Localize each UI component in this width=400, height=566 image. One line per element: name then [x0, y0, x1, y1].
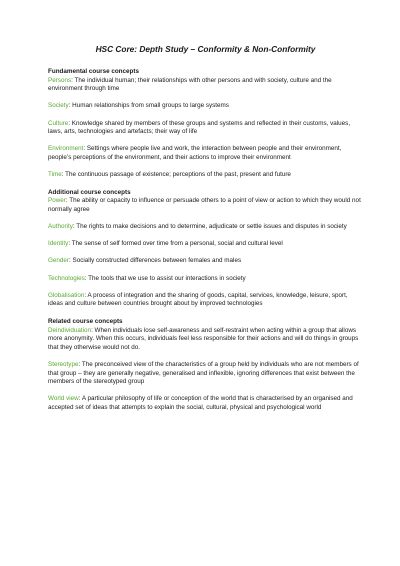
term-definition: : When individuals lose self-awareness and self-restraint when acting within a group that allows more anonymity. When this occurs, individuals feel less responsible for their actions and will do things in groups that they otherwise would not do.	[48, 326, 359, 351]
term-definition: : The tools that we use to assist our interactions in society	[84, 274, 246, 282]
concept-gender	[48, 257, 363, 266]
concept-power	[48, 197, 363, 214]
section-heading: Fundamental course concepts	[48, 68, 139, 75]
term-name: Identity	[48, 240, 69, 248]
term-name: Authority	[48, 223, 73, 231]
term-name: Technologies	[48, 274, 85, 282]
term-definition: : The preconceived view of the characteristics of a group held by individuals who are not members of that group – they are generally negative, generalised and inflexible, ignoring differences that exist between the members of the stereotyped group	[48, 361, 359, 386]
concept-globalisation	[48, 292, 363, 309]
section-heading: Related course concepts	[48, 318, 123, 326]
concept-technologies	[48, 275, 363, 284]
term-definition: : The ability or capacity to influence or persuade others to a point of view or action to which they would not normally agree	[48, 197, 361, 213]
concept-authority	[48, 223, 363, 232]
term-name: Society	[48, 102, 69, 110]
concept-identity	[48, 240, 363, 249]
term-name: Culture	[48, 119, 69, 127]
concept-society	[48, 102, 363, 111]
term-definition: : Knowledge shared by members of these groups and systems and reflected in their customs, values, laws, arts, technologies and artefacts; their way of life	[48, 119, 351, 136]
concept-world-view	[48, 395, 363, 412]
concept-persons	[48, 77, 363, 94]
section-related-concepts	[48, 318, 363, 413]
concept-environment	[48, 145, 363, 162]
term-definition: : The rights to make decisions and to determine, adjudicate or settle issues and disputes in society	[72, 223, 347, 231]
term-definition: : Human relationships from small groups to large systems	[68, 102, 229, 110]
term-definition: : The sense of self formed over time from a personal, social and cultural level	[68, 240, 283, 248]
concept-culture	[48, 120, 363, 137]
section-fundamental-concepts	[48, 68, 363, 180]
section-additional-concepts	[48, 189, 363, 309]
term-definition: : The individual human; their relationships with other persons and with society, culture and the environment through time	[48, 76, 332, 93]
term-name: Time	[48, 171, 62, 179]
term-name: Persons	[48, 76, 72, 84]
document-page	[48, 44, 363, 422]
term-name: Globalisation	[48, 291, 85, 299]
concept-stereotype	[48, 361, 363, 387]
term-name: Deindividuation	[48, 326, 92, 334]
term-definition: : Socially constructed differences between females and males	[69, 257, 242, 265]
term-name: World view	[48, 395, 79, 403]
term-definition: : The continuous passage of existence; perceptions of the past, present and future	[61, 171, 291, 179]
term-name: Gender	[48, 257, 70, 265]
term-name: Environment	[48, 145, 84, 153]
term-definition: : A process of integration and the sharing of goods, capital, services, knowledge, leisure, sport, ideas and culture between countries brought about by improved technologies	[48, 291, 348, 308]
term-definition: : Settings where people live and work, the interaction between people and their environment, people’s perceptions of the environment, and their actions to improve their environment	[48, 145, 342, 161]
section-heading: Additional course concepts	[48, 188, 131, 196]
document-title: HSC Core: Depth Study – Conformity & Non-Conformity	[95, 44, 316, 54]
term-name: Stereotype	[48, 361, 79, 368]
term-definition: : A particular philosophy of life or conception of the world that is characterised by an organised and accepted set of ideas that attempts to explain the social, cultural, physical and psychological world	[48, 395, 353, 411]
concept-time	[48, 171, 363, 180]
term-name: Power	[48, 197, 66, 205]
concept-deindividuation	[48, 327, 363, 353]
